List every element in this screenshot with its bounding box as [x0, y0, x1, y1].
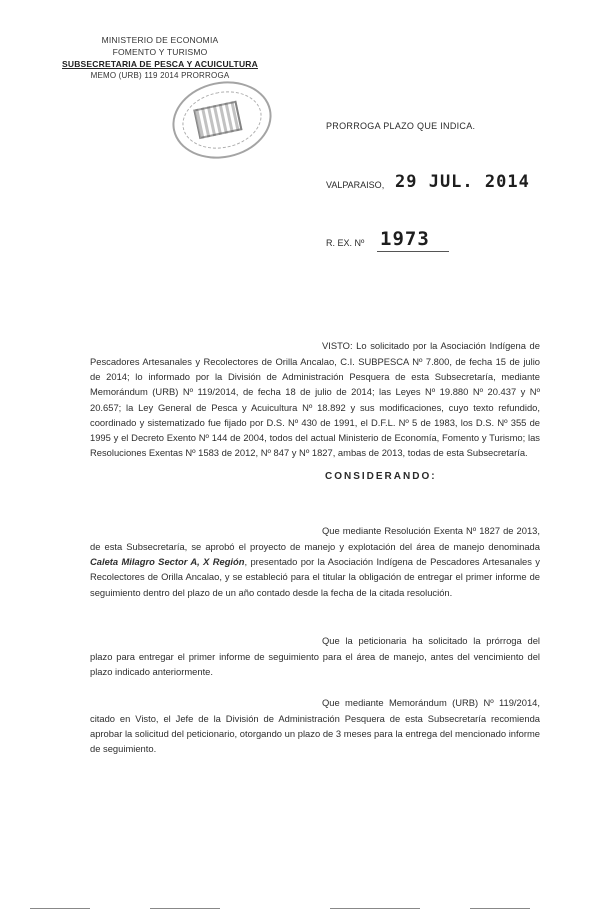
official-seal-stamp — [165, 72, 279, 167]
document-subject: PRORROGA PLAZO QUE INDICA. — [326, 121, 476, 131]
page-bottom-marks — [0, 908, 600, 912]
considerando-paragraph-2: Que la peticionaria ha solicitado la prórroga del plazo para entregar el primer informe de seguimiento para el área de manejo, antes del vencimiento del plazo indicado anteriormente. — [90, 635, 540, 677]
c1-text-post: , presentado por la Asociación Indígena de Pescadores Artesanales y Recolectores de Orilla Ancalao, y se estableció para el titular la obligación de entregar el primer informe de seguimiento dentro del plazo de un año contado desde la fecha de la citada resolución. — [90, 555, 540, 598]
bottom-mark — [330, 908, 420, 909]
letterhead-ministry: MINISTERIO DE ECONOMIA — [101, 35, 219, 45]
resolution-label: R. EX. Nº — [326, 238, 365, 248]
letterhead-ministry-sub: FOMENTO Y TURISMO — [112, 47, 208, 57]
letterhead-subsecretaria: SUBSECRETARIA DE PESCA Y ACUICULTURA — [62, 59, 258, 69]
date-stamp: 29 JUL. 2014 — [395, 172, 530, 192]
c1-text-pre: Que mediante Resolución Exenta Nº 1827 de 2013, de esta Subsecretaría, se aprobó el proyecto de manejo y explotación del área de manejo denominada — [90, 525, 540, 552]
bottom-mark — [150, 908, 220, 909]
visto-paragraph: VISTO: Lo solicitado por la Asociación Indígena de Pescadores Artesanales y Recolectores de Orilla Ancalao, C.I. SUBPESCA Nº 7.800, de fecha 15 de julio de 2014; lo informado por la División de Administración Pesquera de esta Subsecretaría, mediante Memorándum (URB) Nº 119/2014, de fecha 18 de julio de 2014; las Leyes Nº 19.880 Nº 20.437 y Nº 20.657; la Ley General de Pesca y Acuicultura Nº 18.892 y sus modificaciones, cuyo texto refundido, coordinado y sistematizado fue fijado por D.S. Nº 430 de 1991, el D.F.L. Nº 5 de 1983, los D.S. Nº 355 de 1995 y el Decreto Exento Nº 144 de 2004, todos del actual Ministerio de Economía, Fomento y Turismo; las Resoluciones Exentas Nº 1583 de 2012, Nº 847 y Nº 1827, ambas de 2013, todas de esta Subsecretaría. — [90, 340, 540, 459]
considerando-paragraph-3: Que mediante Memorándum (URB) Nº 119/2014, citado en Visto, el Jefe de la División de Administración Pesquera de esta Subsecretaría recomienda aprobar la solicitud del peticionario, otorgando un plazo de 3 meses para la entrega del mencionado informe de seguimiento. — [90, 697, 540, 755]
bottom-mark — [30, 908, 90, 909]
resolution-number: 1973 — [380, 228, 430, 250]
date-place: VALPARAISO, — [326, 180, 385, 190]
letterhead — [50, 34, 270, 82]
bottom-mark — [470, 908, 530, 909]
c1-area-name: Caleta Milagro Sector A, X Región — [90, 555, 245, 567]
resolution-underline — [377, 251, 449, 252]
considerando-heading: CONSIDERANDO: — [325, 471, 437, 482]
considerando-paragraph-1 — [90, 523, 540, 599]
letterhead-memo-ref: MEMO (URB) 119 2014 PRORROGA — [90, 71, 230, 80]
